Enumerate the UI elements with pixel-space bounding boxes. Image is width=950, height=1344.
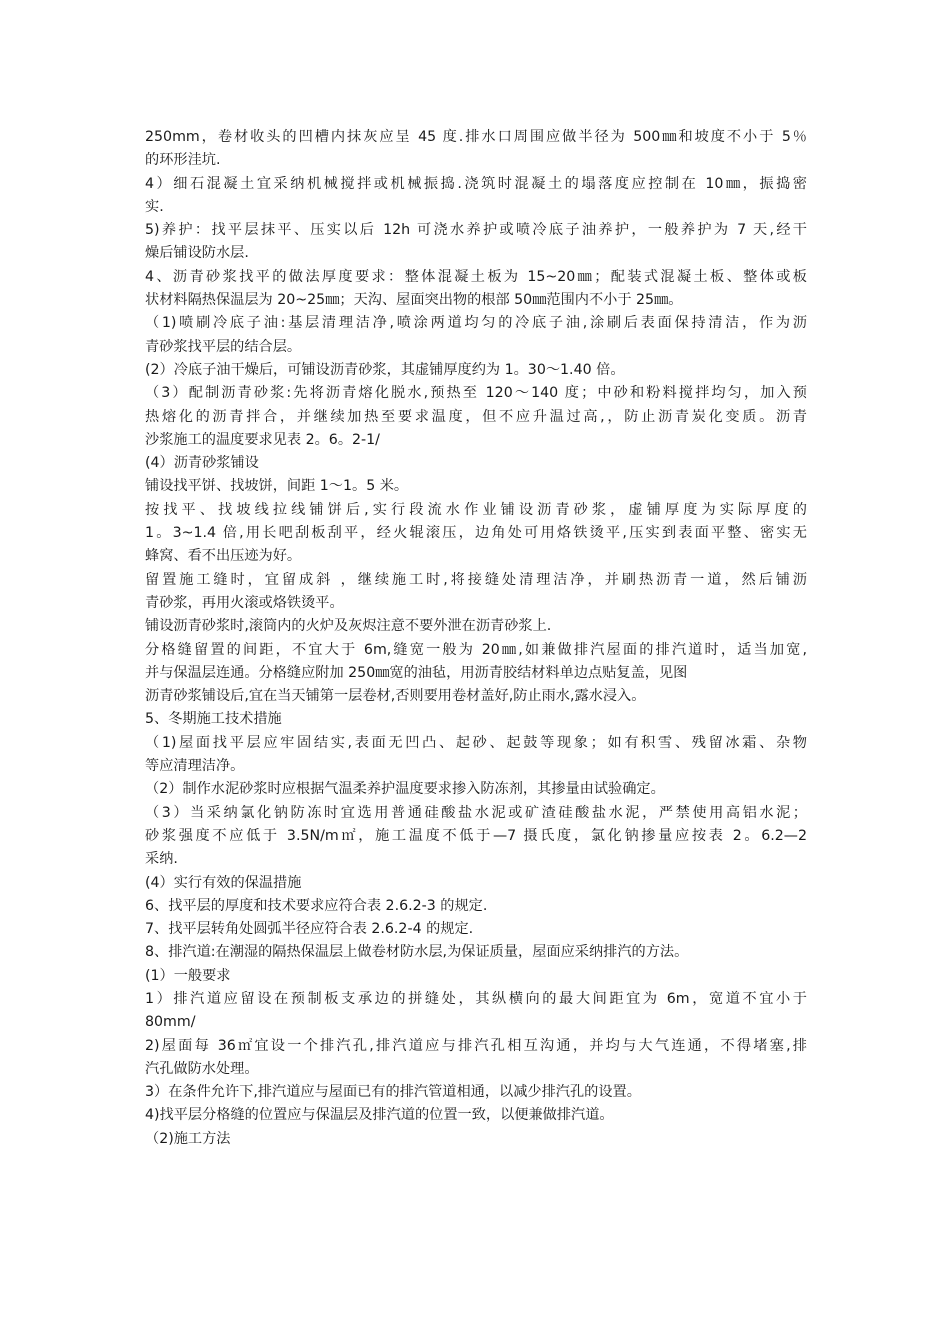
text-line: 3）在条件允许下,排汽道应与屋面已有的排汽管道相通，以减少排汽孔的设置。 (145, 1084, 641, 1101)
text-line: 2)屋面每 36㎡宜设一个排汽孔,排汽道应与排汽孔相互沟通，并均与大气连通，不得堵塞,排 (145, 1037, 807, 1054)
text-line: 采纳. (145, 851, 178, 868)
text-line: （1)屋面找平层应牢固结实,表面无凹凸、起砂、起鼓等现象；如有积雪、残留冰霜、杂物 (145, 734, 807, 751)
text-line: 砂浆强度不应低于 3.5N/m㎡，施工温度不低于—7 摄氏度，氯化钠掺量应按表 2。6.2—2 (145, 827, 807, 844)
text-line: 4、沥青砂浆找平的做法厚度要求：整体混凝土板为 15~20㎜；配装式混凝土板、整体或板 (145, 268, 807, 285)
text-line: 按找平、找坡线拉线铺饼后,实行段流水作业铺设沥青砂浆，虚铺厚度为实际厚度的 (145, 501, 807, 518)
text-line: 汽孔做防水处理。 (145, 1060, 259, 1077)
text-line: 6、找平层的厚度和技术要求应符合表 2.6.2-3 的规定. (145, 897, 488, 914)
document-page (145, 126, 807, 1151)
text-line: 蜂窝、看不出压迹为好。 (145, 548, 302, 565)
text-line: 沥青砂浆铺设后,宜在当天铺第一层卷材,否则要用卷材盖好,防止雨水,露水浸入。 (145, 688, 646, 705)
text-line: 1。3~1.4 倍,用长吧刮板刮平，经火辊滚压，边角处可用烙铁烫平,压实到表面平整、密实无 (145, 525, 807, 542)
text-line: 4)找平层分格缝的位置应与保温层及排汽道的位置一致，以便兼做排汽道。 (145, 1107, 614, 1124)
text-line: （3）配制沥青砂浆:先将沥青熔化脱水,预热至 120～140 度；中砂和粉料搅拌均匀，加入预 (145, 385, 807, 402)
text-line: 的环形洼坑. (145, 152, 221, 169)
text-line: 并与保温层连通。分格缝应附加 250㎜宽的油毡，用沥青胶结材料单边点贴复盖，见图 (145, 664, 688, 681)
text-line: 分格缝留置的间距，不宜大于 6m,缝宽一般为 20㎜,如兼做排汽屋面的排汽道时，适当加宽, (145, 641, 807, 658)
text-line: 80mm/ (145, 1014, 196, 1031)
text-line: 燥后铺设防水层. (145, 245, 249, 262)
text-line: 5、冬期施工技术措施 (145, 711, 282, 728)
text-line: 铺设找平饼、找坡饼，间距 1～1。5 米。 (145, 478, 409, 495)
text-line: 青砂浆，再用火滚或烙铁烫平。 (145, 594, 344, 611)
text-line: （1)喷刷冷底子油:基层清理洁净,喷涂两道均匀的冷底子油,涂刷后表面保持清洁，作为沥 (145, 315, 807, 332)
text-line: 留置施工缝时，宜留成斜 ，继续施工时,将接缝处清理洁净，并刷热沥青一道，然后铺沥 (145, 571, 807, 588)
text-line: 5)养护：找平层抹平、压实以后 12h 可浇水养护或喷冷底子油养护，一般养护为 7 天,经干 (145, 222, 807, 239)
text-line: (4）沥青砂浆铺设 (145, 455, 259, 472)
text-line: 实. (145, 198, 164, 215)
text-line: 状材料隔热保温层为 20~25㎜；天沟、屋面突出物的根部 50㎜范围内不小于 25㎜。 (145, 292, 683, 309)
text-line: （2）制作水泥砂浆时应根据气温柔养护温度要求掺入防冻剂，其掺量由试验确定。 (145, 781, 665, 798)
text-line: (1）一般要求 (145, 967, 231, 984)
text-line: 热熔化的沥青拌合，并继续加热至要求温度，但不应升温过高,，防止沥青炭化变质。沥青 (145, 408, 807, 425)
text-line: (4）实行有效的保温措施 (145, 874, 302, 891)
text-line: 4）细石混凝土宜采纳机械搅拌或机械振捣.浇筑时混凝土的塌落度应控制在 10㎜，振捣密 (145, 175, 807, 192)
text-line: （2)施工方法 (145, 1130, 231, 1147)
text-line: 250mm，卷材收头的凹槽内抹灰应呈 45 度.排水口周围应做半径为 500㎜和坡度不小于 5％ (145, 129, 807, 145)
text-line: 铺设沥青砂浆时,滚筒内的火炉及灰烬注意不要外泄在沥青砂浆上. (145, 618, 552, 635)
text-line: 沙浆施工的温度要求见表 2。6。2-1/ (145, 431, 380, 448)
text-line: 等应清理洁净。 (145, 758, 245, 775)
text-line: 7、找平层转角处圆弧半径应符合表 2.6.2-4 的规定. (145, 921, 474, 938)
text-line: （3）当采纳氯化钠防冻时宜选用普通硅酸盐水泥或矿渣硅酸盐水泥，严禁使用高铝水泥； (145, 804, 807, 821)
text-line: 8、排汽道:在潮湿的隔热保温层上做卷材防水层,为保证质量，屋面应采纳排汽的方法。 (145, 944, 689, 961)
text-line: (2）冷底子油干燥后，可铺设沥青砂浆，其虚铺厚度约为 1。30～1.40 倍。 (145, 361, 625, 378)
text-line: 1）排汽道应留设在预制板支承边的拼缝处，其纵横向的最大间距宜为 6m，宽道不宜小于 (145, 990, 807, 1007)
text-line: 青砂浆找平层的结合层。 (145, 338, 302, 355)
